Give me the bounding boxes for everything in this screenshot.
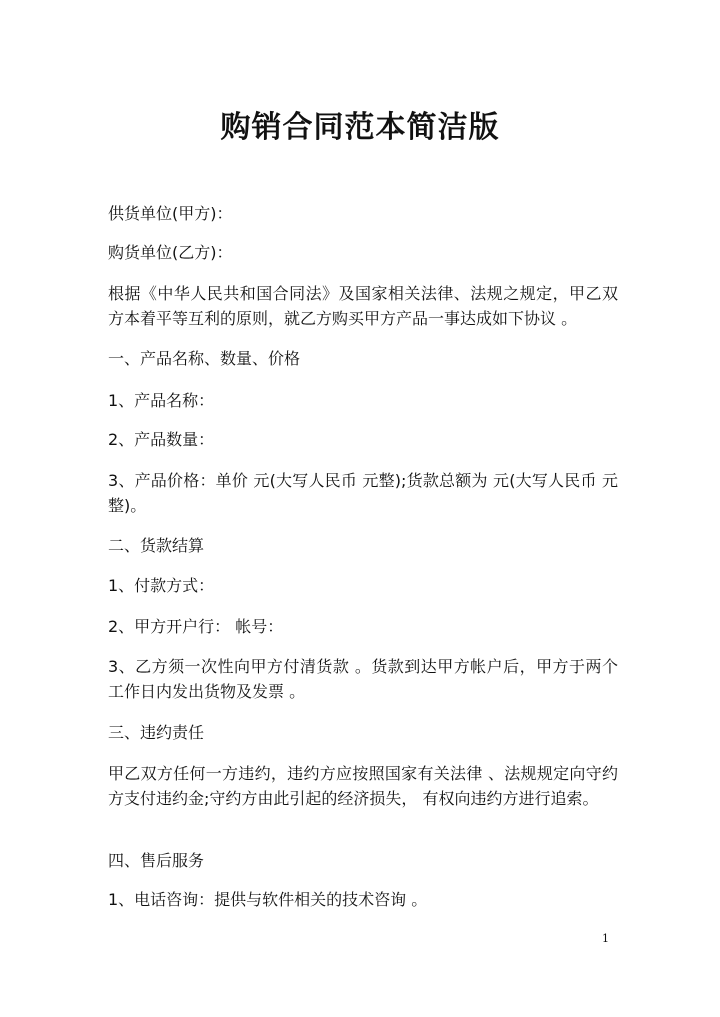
phone-consult-line: 1、电话咨询：提供与软件相关的技术咨询 。: [108, 890, 428, 909]
page-title: 购销合同范本简洁版: [220, 110, 500, 145]
page-number: 1: [602, 932, 609, 945]
section-heading-payment: 二、货款结算: [108, 536, 205, 555]
section-heading-product: 一、产品名称、数量、价格: [108, 349, 301, 368]
bank-account-line: 2、甲方开户行： 帐号：: [108, 617, 284, 636]
section-heading-after-sales: 四、售后服务: [108, 851, 205, 870]
section-heading-breach: 三、违约责任: [108, 723, 205, 742]
payment-method-line: 1、付款方式：: [108, 576, 215, 595]
supplier-line: 供货单位(甲方)：: [108, 204, 233, 223]
product-price-paragraph: 3、产品价格：单价 元(大写人民币 元整);货款总额为 元(大写人民币 元整)。: [108, 471, 618, 515]
preamble-paragraph: 根据《中华人民共和国合同法》及国家相关法律、法规之规定，甲乙双方本着平等互利的原则，就乙方购买甲方产品一事达成如下协议 。: [108, 284, 618, 328]
product-quantity-line: 2、产品数量：: [108, 430, 215, 449]
product-name-line: 1、产品名称：: [108, 391, 215, 410]
breach-paragraph: 甲乙双方任何一方违约，违约方应按照国家有关法律 、法规规定向守约方支付违约金;守约方由此引起的经济损失， 有权向违约方进行追索。: [108, 764, 618, 808]
buyer-line: 购货单位(乙方)：: [108, 243, 233, 262]
payment-terms-paragraph: 3、乙方须一次性向甲方付清货款 。货款到达甲方帐户后，甲方于两个工作日内发出货物及发票 。: [108, 657, 618, 701]
